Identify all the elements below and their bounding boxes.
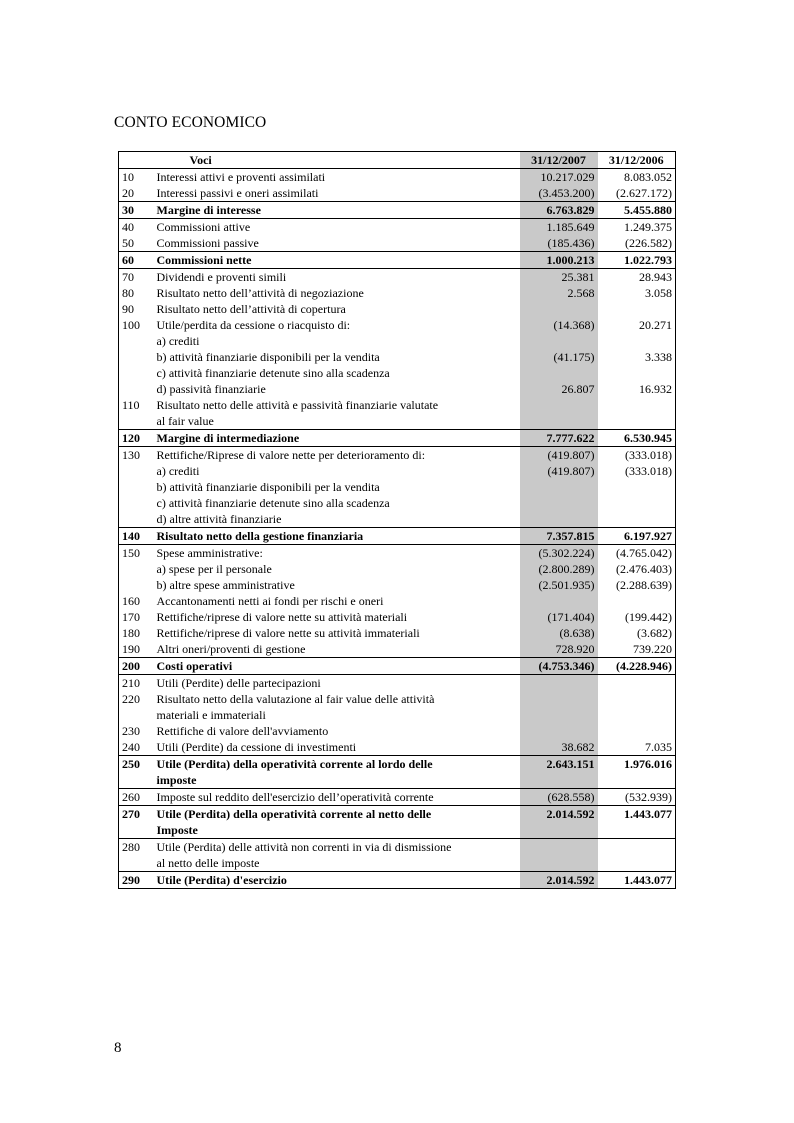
row-value-2007: [520, 333, 598, 349]
row-code: 70: [119, 269, 154, 286]
table-row: [119, 447, 676, 464]
row-value-2007: (185.436): [520, 235, 598, 252]
row-value-2007: [520, 822, 598, 839]
table-row: [119, 285, 676, 301]
row-value-2007: [520, 839, 598, 856]
row-code: [119, 381, 154, 397]
row-value-2007: 25.381: [520, 269, 598, 286]
row-value-2006: (199.442): [625, 610, 672, 624]
row-value-2006: [598, 479, 676, 495]
row-label: Imposte: [156, 823, 198, 837]
row-label: Rettifiche di valore dell'avviamento: [156, 724, 329, 738]
row-value-2007: 26.807: [520, 381, 598, 397]
row-code: 190: [122, 642, 140, 656]
row-label: b) attività finanziarie disponibili per la vendita: [156, 480, 380, 494]
row-value-2007: [520, 691, 598, 707]
row-code: 240: [122, 740, 140, 754]
row-value-2007: (5.302.224): [520, 545, 598, 562]
row-code: [119, 479, 154, 495]
row-code: 30: [119, 202, 154, 219]
row-value-2007: 38.682: [520, 739, 598, 756]
table-row: [119, 756, 676, 773]
header-voci: Voci: [154, 152, 520, 169]
row-value-2006: [598, 707, 676, 723]
row-value-2006: [598, 333, 676, 349]
row-code: 50: [122, 236, 134, 250]
row-value-2006: [598, 511, 676, 528]
table-row: [119, 675, 676, 692]
table-row: [119, 561, 676, 577]
row-value-2006: 1.022.793: [598, 252, 676, 269]
row-value-2007: (4.753.346): [520, 658, 598, 675]
row-value-2007: 1.185.649: [520, 219, 598, 236]
row-label: al netto delle imposte: [156, 856, 260, 870]
row-value-2007: 7.777.622: [520, 430, 598, 447]
row-value-2007: (628.558): [520, 789, 598, 806]
table-row: [119, 772, 676, 789]
row-value-2006: (333.018): [625, 464, 672, 478]
row-code: 170: [122, 610, 140, 624]
row-value-2007: 1.000.213: [520, 252, 598, 269]
row-value-2006: 5.455.880: [598, 202, 676, 219]
row-code: 150: [119, 545, 154, 562]
row-value-2006: 8.083.052: [624, 170, 672, 184]
table-row: [119, 301, 676, 317]
row-value-2007: [520, 675, 598, 692]
row-value-2006: [598, 772, 676, 789]
row-label: b) altre spese amministrative: [156, 578, 295, 592]
row-code: 80: [122, 286, 134, 300]
header-2006: 31/12/2006: [598, 152, 676, 169]
row-code: 180: [122, 626, 140, 640]
row-label: Risultato netto dell’attività di copertura: [156, 302, 346, 316]
row-label: Margine di interesse: [154, 202, 520, 219]
table-row: [119, 872, 676, 889]
row-value-2006: (532.939): [598, 789, 676, 806]
income-statement-table: [118, 151, 676, 889]
row-label: Imposte sul reddito dell'esercizio dell’operatività corrente: [154, 789, 520, 806]
header-2007: 31/12/2007: [520, 152, 598, 169]
header-code: [119, 152, 154, 169]
table-header-row: [119, 152, 676, 169]
row-value-2007: 10.217.029: [520, 169, 598, 186]
row-value-2006: [598, 413, 676, 430]
row-value-2006: 6.530.945: [598, 430, 676, 447]
row-value-2007: [520, 593, 598, 609]
row-code: 90: [122, 302, 134, 316]
row-code: 140: [119, 528, 154, 545]
row-code: [119, 772, 154, 789]
table-row: [119, 495, 676, 511]
table-row: [119, 317, 676, 333]
row-value-2007: (419.807): [520, 463, 598, 479]
row-code: [119, 495, 154, 511]
row-label: Utile (Perdita) d'esercizio: [154, 872, 520, 889]
row-label: Rettifiche/Riprese di valore nette per deterioramento di:: [154, 447, 520, 464]
table-row: [119, 169, 676, 186]
row-label: Commissioni passive: [156, 236, 259, 250]
row-value-2007: [520, 301, 598, 317]
row-value-2007: [520, 397, 598, 413]
row-label: Altri oneri/proventi di gestione: [156, 642, 306, 656]
row-value-2006: [598, 855, 676, 872]
row-code: 230: [122, 724, 140, 738]
row-code: [119, 707, 154, 723]
table-row: [119, 806, 676, 823]
row-value-2006: 16.932: [639, 382, 672, 396]
row-code: [119, 577, 154, 593]
row-label: Utile/perdita da cessione o riacquisto di:: [156, 318, 351, 332]
row-value-2007: 6.763.829: [520, 202, 598, 219]
table-row: [119, 269, 676, 286]
table-row: [119, 349, 676, 365]
row-value-2007: (8.638): [520, 625, 598, 641]
row-value-2006: (4.228.946): [598, 658, 676, 675]
row-code: 60: [119, 252, 154, 269]
row-label: a) spese per il personale: [156, 562, 272, 576]
row-value-2006: (2.627.172): [616, 186, 672, 200]
table-row: [119, 789, 676, 806]
row-code: [119, 511, 154, 528]
row-value-2007: (41.175): [520, 349, 598, 365]
row-label: a) crediti: [156, 334, 200, 348]
row-code: 200: [119, 658, 154, 675]
table-row: [119, 822, 676, 839]
row-code: [119, 413, 154, 430]
row-value-2006: [598, 593, 676, 609]
row-label: Risultato netto delle attività e passività finanziarie valutate: [156, 398, 439, 412]
row-value-2007: 2.568: [520, 285, 598, 301]
table-row: [119, 235, 676, 252]
row-value-2006: (333.018): [598, 447, 676, 464]
row-label: Commissioni attive: [154, 219, 520, 236]
row-value-2006: [598, 691, 676, 707]
row-label: Spese amministrative:: [154, 545, 520, 562]
row-label: c) attività finanziarie detenute sino alla scadenza: [156, 366, 390, 380]
row-value-2006: [598, 675, 676, 692]
row-value-2006: (2.476.403): [616, 562, 672, 576]
row-value-2007: 728.920: [520, 641, 598, 658]
row-value-2006: 6.197.927: [598, 528, 676, 545]
row-label: al fair value: [156, 414, 214, 428]
row-code: 270: [119, 806, 154, 823]
row-value-2007: (171.404): [520, 609, 598, 625]
table-row: [119, 479, 676, 495]
row-value-2007: [520, 723, 598, 739]
row-label: Utile (Perdita) delle attività non correnti in via di dismissione: [154, 839, 520, 856]
page-number: 8: [114, 1040, 122, 1056]
row-label: Risultato netto dell’attività di negoziazione: [156, 286, 364, 300]
row-value-2006: [598, 397, 676, 413]
row-code: 280: [119, 839, 154, 856]
table-row: [119, 252, 676, 269]
row-code: 10: [122, 170, 134, 184]
row-value-2006: 20.271: [639, 318, 672, 332]
row-value-2006: [598, 822, 676, 839]
row-code: [119, 855, 154, 872]
row-value-2006: [598, 301, 676, 317]
row-value-2006: [598, 839, 676, 856]
row-label: Margine di intermediazione: [154, 430, 520, 447]
row-label: materiali e immateriali: [156, 708, 266, 722]
row-value-2006: (4.765.042): [598, 545, 676, 562]
row-value-2006: 1.249.375: [598, 219, 676, 236]
table-row: [119, 413, 676, 430]
row-value-2007: (3.453.200): [520, 185, 598, 202]
row-code: [119, 365, 154, 381]
row-label: Commissioni nette: [154, 252, 520, 269]
row-value-2007: 7.357.815: [520, 528, 598, 545]
table-row: [119, 430, 676, 447]
table-row: [119, 381, 676, 397]
row-code: 20: [122, 186, 134, 200]
row-label: Rettifiche/riprese di valore nette su attività immateriali: [156, 626, 420, 640]
table-row: [119, 397, 676, 413]
row-code: [119, 463, 154, 479]
row-label: Dividendi e proventi simili: [154, 269, 520, 286]
row-value-2006: 3.058: [645, 286, 672, 300]
row-value-2007: 2.014.592: [520, 872, 598, 889]
table-row: [119, 593, 676, 609]
row-label: imposte: [156, 773, 197, 787]
row-value-2006: 1.443.077: [598, 872, 676, 889]
table-row: [119, 739, 676, 756]
row-label: Utile (Perdita) della operatività corrente al lordo delle: [154, 756, 520, 773]
row-value-2006: [598, 723, 676, 739]
row-code: 290: [119, 872, 154, 889]
table-row: [119, 707, 676, 723]
row-value-2007: [520, 511, 598, 528]
row-label: d) altre attività finanziarie: [156, 512, 282, 526]
income-statement-table-container: [118, 151, 675, 889]
row-value-2006: (2.288.639): [616, 578, 672, 592]
row-value-2006: [598, 495, 676, 511]
table-row: [119, 333, 676, 349]
row-label: Utili (Perdite) da cessione di investimenti: [156, 740, 357, 754]
table-row: [119, 691, 676, 707]
row-value-2007: (14.368): [520, 317, 598, 333]
row-value-2007: [520, 772, 598, 789]
row-value-2007: (419.807): [520, 447, 598, 464]
row-code: 160: [122, 594, 140, 608]
table-row: [119, 723, 676, 739]
row-label: Risultato netto della gestione finanziaria: [154, 528, 520, 545]
row-label: Rettifiche/riprese di valore nette su attività materiali: [156, 610, 408, 624]
row-value-2007: 2.014.592: [520, 806, 598, 823]
row-label: Accantonamenti netti ai fondi per rischi e oneri: [156, 594, 384, 608]
row-label: b) attività finanziarie disponibili per la vendita: [156, 350, 380, 364]
row-value-2006: 3.338: [645, 350, 672, 364]
table-row: [119, 577, 676, 593]
row-value-2007: [520, 365, 598, 381]
row-label: d) passività finanziarie: [156, 382, 266, 396]
table-row: [119, 528, 676, 545]
table-row: [119, 219, 676, 236]
row-code: [119, 822, 154, 839]
table-row: [119, 658, 676, 675]
row-code: 220: [122, 692, 140, 706]
row-value-2007: [520, 413, 598, 430]
table-row: [119, 839, 676, 856]
row-code: [119, 333, 154, 349]
row-value-2006: (3.682): [637, 626, 672, 640]
row-value-2007: (2.800.289): [520, 561, 598, 577]
row-label: Utili (Perdite) delle partecipazioni: [154, 675, 520, 692]
row-value-2007: [520, 495, 598, 511]
row-value-2006: 28.943: [598, 269, 676, 286]
row-label: Costi operativi: [154, 658, 520, 675]
table-row: [119, 202, 676, 219]
row-value-2007: [520, 707, 598, 723]
row-value-2006: 1.976.016: [598, 756, 676, 773]
row-code: 120: [119, 430, 154, 447]
row-value-2006: (226.582): [625, 236, 672, 250]
table-row: [119, 609, 676, 625]
row-value-2007: [520, 855, 598, 872]
row-label: Utile (Perdita) della operatività corrente al netto delle: [154, 806, 520, 823]
page-title: CONTO ECONOMICO: [114, 114, 267, 131]
row-value-2006: 7.035: [645, 740, 672, 754]
row-value-2007: 2.643.151: [520, 756, 598, 773]
table-row: [119, 641, 676, 658]
row-code: 260: [119, 789, 154, 806]
table-row: [119, 511, 676, 528]
table-row: [119, 365, 676, 381]
row-code: 110: [122, 398, 140, 412]
row-code: [119, 349, 154, 365]
row-code: 100: [122, 318, 140, 332]
row-value-2007: (2.501.935): [520, 577, 598, 593]
row-label: Interessi passivi e oneri assimilati: [156, 186, 319, 200]
table-body: [119, 169, 676, 889]
row-label: Interessi attivi e proventi assimilati: [156, 170, 326, 184]
table-row: [119, 185, 676, 202]
row-code: 250: [119, 756, 154, 773]
row-code: 130: [119, 447, 154, 464]
row-value-2006: 739.220: [633, 642, 672, 656]
row-value-2007: [520, 479, 598, 495]
row-value-2006: [598, 365, 676, 381]
row-value-2006: 1.443.077: [598, 806, 676, 823]
row-label: c) attività finanziarie detenute sino alla scadenza: [156, 496, 390, 510]
row-label: Risultato netto della valutazione al fair value delle attività: [156, 692, 435, 706]
table-row: [119, 463, 676, 479]
table-row: [119, 855, 676, 872]
row-code: 210: [119, 675, 154, 692]
table-row: [119, 545, 676, 562]
row-code: 40: [119, 219, 154, 236]
table-row: [119, 625, 676, 641]
row-code: [119, 561, 154, 577]
row-label: a) crediti: [156, 464, 200, 478]
